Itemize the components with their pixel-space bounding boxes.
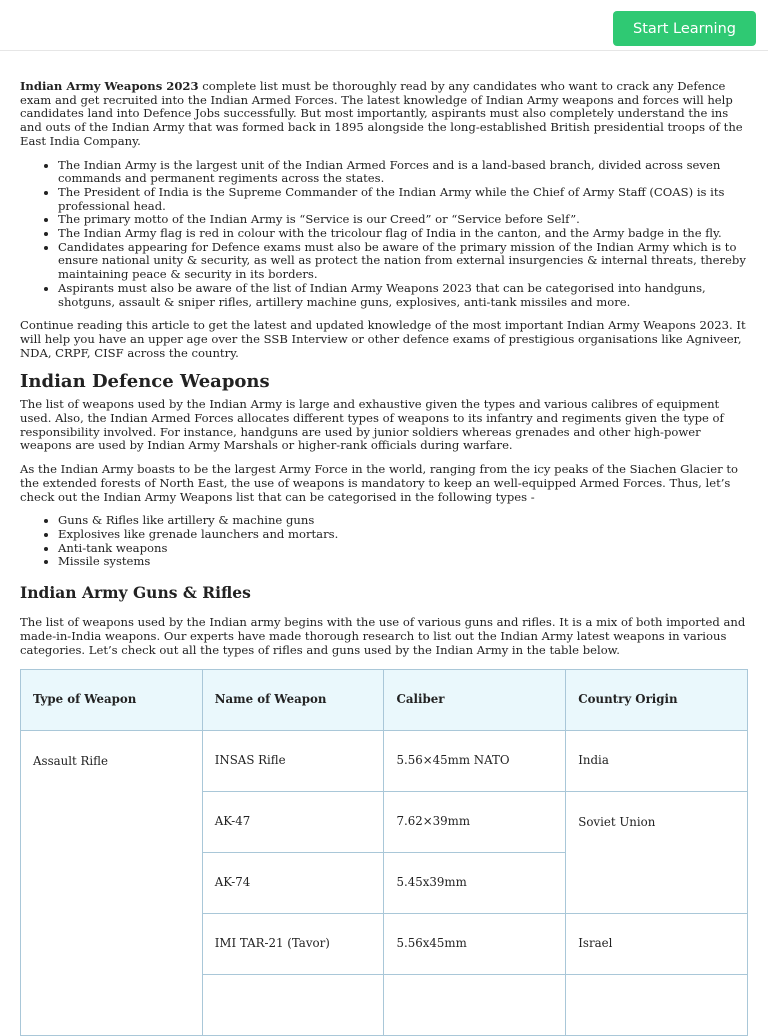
guns-rifles-paragraph: The list of weapons used by the Indian army begins with the use of various guns and rifles. It is a mix of both imported and made-in-India weapons. Our experts have made thorough research to list out the Indian Army latest weapons in various categories. Let’s check out all the types of rifles and guns used by the Indian Army in the table below. bbox=[20, 615, 746, 657]
type-cell-assault-rifle: Assault Rifle bbox=[21, 731, 203, 1036]
article-content bbox=[20, 80, 746, 1036]
caliber-cell: 7.62×39mm bbox=[384, 792, 566, 853]
caliber-cell bbox=[384, 975, 566, 1036]
country-cell: Israel bbox=[566, 914, 748, 975]
list-item: • Missile systems bbox=[58, 555, 746, 569]
list-item: • The primary motto of the Indian Army is “Service is our Creed” or “Service before Self”. bbox=[58, 213, 746, 227]
header-country-origin: Country Origin bbox=[566, 670, 748, 731]
name-cell: IMI TAR-21 (Tavor) bbox=[202, 914, 384, 975]
caliber-cell: 5.45x39mm bbox=[384, 853, 566, 914]
list-item: • Candidates appearing for Defence exams must also be aware of the primary mission of the Indian Army which is to ensure national unity & security, as well as protect the nation from external insurgencies & internal threats, thereby maintaining peace & security in its borders. bbox=[58, 241, 746, 282]
name-cell bbox=[202, 975, 384, 1036]
list-item: • Explosives like grenade launchers and mortars. bbox=[58, 528, 746, 542]
intro-paragraph bbox=[20, 80, 746, 149]
weapons-table bbox=[20, 669, 748, 1036]
intro-bold-lead: Indian Army Weapons 2023 bbox=[20, 79, 199, 93]
defence-weapons-paragraph-1: The list of weapons used by the Indian Army is large and exhaustive given the types and various calibres of equipment used. Also, the Indian Armed Forces allocates different types of weapons to its infantry and regiments given the type of responsibility involved. For instance, handguns are used by junior soldiers whereas grenades and other high-power weapons are used by Indian Army Marshals or higher-rank officials during warfare. bbox=[20, 397, 724, 453]
name-cell: AK-47 bbox=[202, 792, 384, 853]
country-cell: India bbox=[566, 731, 748, 792]
defence-weapons-paragraph-2: As the Indian Army boasts to be the largest Army Force in the world, ranging from the icy peaks of the Siachen Glacier to the extended forests of North East, the use of weapons is mandatory to keep an well-equipped Armed Forces. Thus, let’s check out the Indian Army Weapons list that can be categorised in the following types - bbox=[20, 462, 738, 504]
header-name-of-weapon: Name of Weapon bbox=[202, 670, 384, 731]
country-cell bbox=[566, 975, 748, 1036]
list-item: • The Indian Army flag is red in colour with the tricolour flag of India in the canton, and the Army badge in the fly. bbox=[58, 227, 746, 241]
intro-text: complete list must be thoroughly read by any candidates who want to crack any Defence exam and get recruited into the Indian Armed Forces. The latest knowledge of Indian Army weapons and forces will help candidates land into Defence Jobs successfully. But most importantly, aspirants must also completely understand the ins and outs of the Indian Army that was formed back in 1895 alongside the long-established British presidential troops of the East India Company. bbox=[20, 79, 743, 148]
header-type-of-weapon: Type of Weapon bbox=[21, 670, 203, 731]
start-learning-button[interactable]: Start Learning bbox=[613, 11, 756, 46]
table-row bbox=[21, 731, 748, 792]
weapon-categories-list bbox=[20, 514, 746, 569]
country-cell: Soviet Union bbox=[566, 792, 748, 914]
table-header-row bbox=[21, 670, 748, 731]
facts-list bbox=[20, 159, 746, 310]
caliber-cell: 5.56x45mm bbox=[384, 914, 566, 975]
list-item: • The Indian Army is the largest unit of the Indian Armed Forces and is a land-based branch, divided across seven commands and permanent regiments across the states. bbox=[58, 159, 746, 186]
list-item: • Guns & Rifles like artillery & machine guns bbox=[58, 514, 746, 528]
list-item: • Anti-tank weapons bbox=[58, 542, 746, 556]
name-cell: INSAS Rifle bbox=[202, 731, 384, 792]
top-bar bbox=[0, 0, 768, 51]
header-caliber: Caliber bbox=[384, 670, 566, 731]
name-cell: AK-74 bbox=[202, 853, 384, 914]
continue-paragraph: Continue reading this article to get the latest and updated knowledge of the most important Indian Army Weapons 2023. It will help you have an upper age over the SSB Interview or other defence exams of prestigious organisations like Agniveer, NDA, CRPF, CISF across the country. bbox=[20, 318, 746, 360]
list-item: • The President of India is the Supreme Commander of the Indian Army while the Chief of Army Staff (COAS) is its professional head. bbox=[58, 186, 746, 213]
section-heading-guns-rifles: Indian Army Guns & Rifles bbox=[20, 583, 251, 603]
list-item: • Aspirants must also be aware of the list of Indian Army Weapons 2023 that can be categorised into handguns, shotguns, assault & sniper rifles, artillery machine guns, explosives, anti-tank missiles and more. bbox=[58, 282, 746, 309]
caliber-cell: 5.56×45mm NATO bbox=[384, 731, 566, 792]
section-heading-defence-weapons: Indian Defence Weapons bbox=[20, 371, 270, 393]
